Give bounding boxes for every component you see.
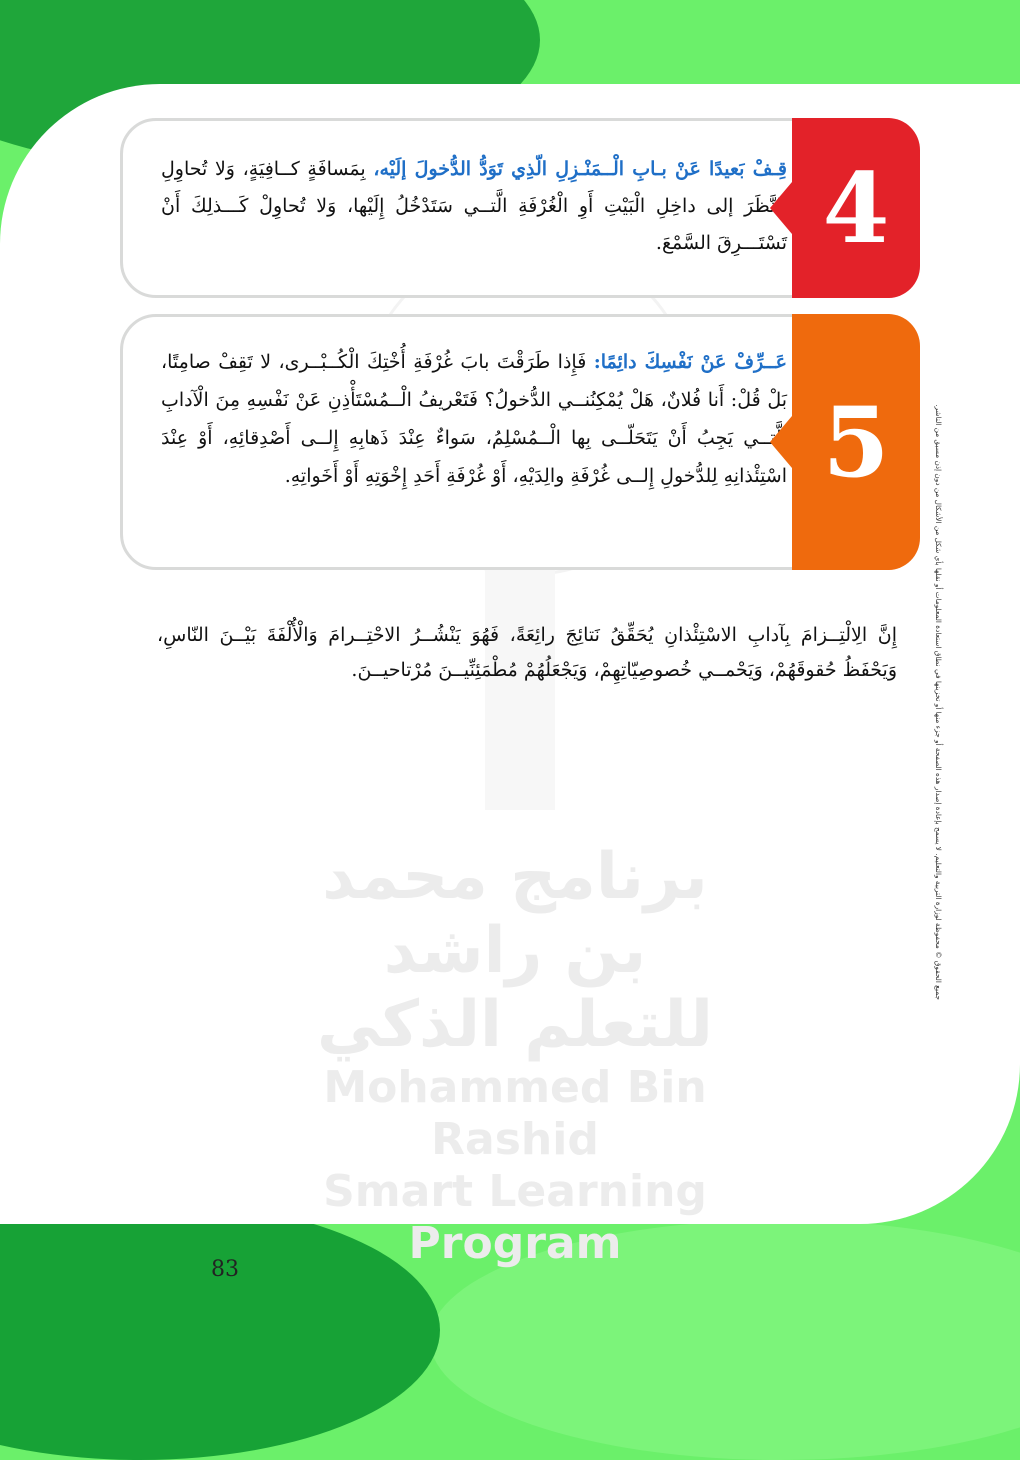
tip-card-4 [120,118,920,298]
watermark-logo [280,840,750,1270]
tip-card-5-highlight: عَــرِّفْ عَنْ نَفْسِكَ دائِمًا: [593,351,787,373]
tip-card-5-body: فَإِذا طَرَقْتَ بابَ غُرْفَةِ أُخْتِكَ الْكُــبْــرى، لا تَقِفْ صامِتًا، بَلْ قُلْ: أَنا فُلانٌ، هَلْ يُمْكِنُنــي الدُّخولُ؟ فَتَعْريفُ الْــمُسْتَأْذِنِ عَنْ نَفْسِهِ مِنَ الْآدابِ الَّتــي يَجِبُ أَنْ يَتَحَلّــى بِها الْــمُسْلِمُ، سَواءٌ عِنْدَ ذَهابِهِ إِلــى أَصْدِقائِهِ، أَوْ عِنْدَ اسْتِئْذانِهِ لِلدُّخولِ إِلــى غُرْفَةِ والِدَيْهِ، أَوْ غُرْفَةِ أَحَدِ إِخْوَتِهِ أَوْ أَخَواتِهِ. [161,351,787,487]
page-number: 83 [211,1257,239,1282]
copyright-notice: جميع الحقوق © محفوظة لوزارة التربية والتعليم. لا يسمح بإعادة إصدار هذه الصفحة أو جزء منها أو تخزينها في نطاق استعادة المعلومات أو نقلها بأي شكل من الأشكال من دون إذن مسبق من الناشر. [934,404,943,1000]
tip-card-5-text [161,343,787,495]
conclusion-paragraph: إِنَّ الِالْتِــزامَ بِآدابِ الاسْتِئْذانِ يُحَقِّقُ نَتائِجَ رائِعَةً، فَهُوَ يَنْشُــرُ الاحْتِــرامَ وَالْأُلْفَةَ بَيْــنَ النّاسِ، وَيَحْفَظُ حُقوقَهُمْ، وَيَحْمــي خُصوصِيّاتِهِمْ، وَيَجْعَلُهُمْ مُطْمَئِنِّيــنَ مُرْتاحيــنَ. [157,624,897,681]
tip-number-badge-4: 4 [792,118,920,298]
tip-card-4-highlight: قِـفْ بَعيدًا عَنْ بـابِ الْــمَنْـزِلِ الّذِي تَوَدُّ الدُّخولَ إلَيْه، [373,158,788,180]
watermark-english-line2: Smart Learning Program [323,1166,707,1269]
watermark-english-line1: Mohammed Bin Rashid [323,1062,707,1165]
tip-card-4-text [161,151,787,262]
watermark-arabic-line1: برنامج محمد بن راشد [322,840,708,988]
tip-card-4-body: بِمَسافَةٍ كــافِيَةٍ، وَلا تُحاوِلِ النَّظَرَ إلى داخِلِ الْبَيْتِ أَوِ الْغُرْفَةِ الَّتــي سَتَدْخُلُ إِلَيْها، وَلا تُحاوِلْ كَـــذلِكَ أَنْ تَسْتَـــرِقَ السَّمْعَ. [161,158,787,254]
tip-number-badge-5: 5 [792,314,920,570]
watermark-arabic-line2: للتعلم الذكي [317,988,713,1062]
tip-card-5 [120,314,920,570]
